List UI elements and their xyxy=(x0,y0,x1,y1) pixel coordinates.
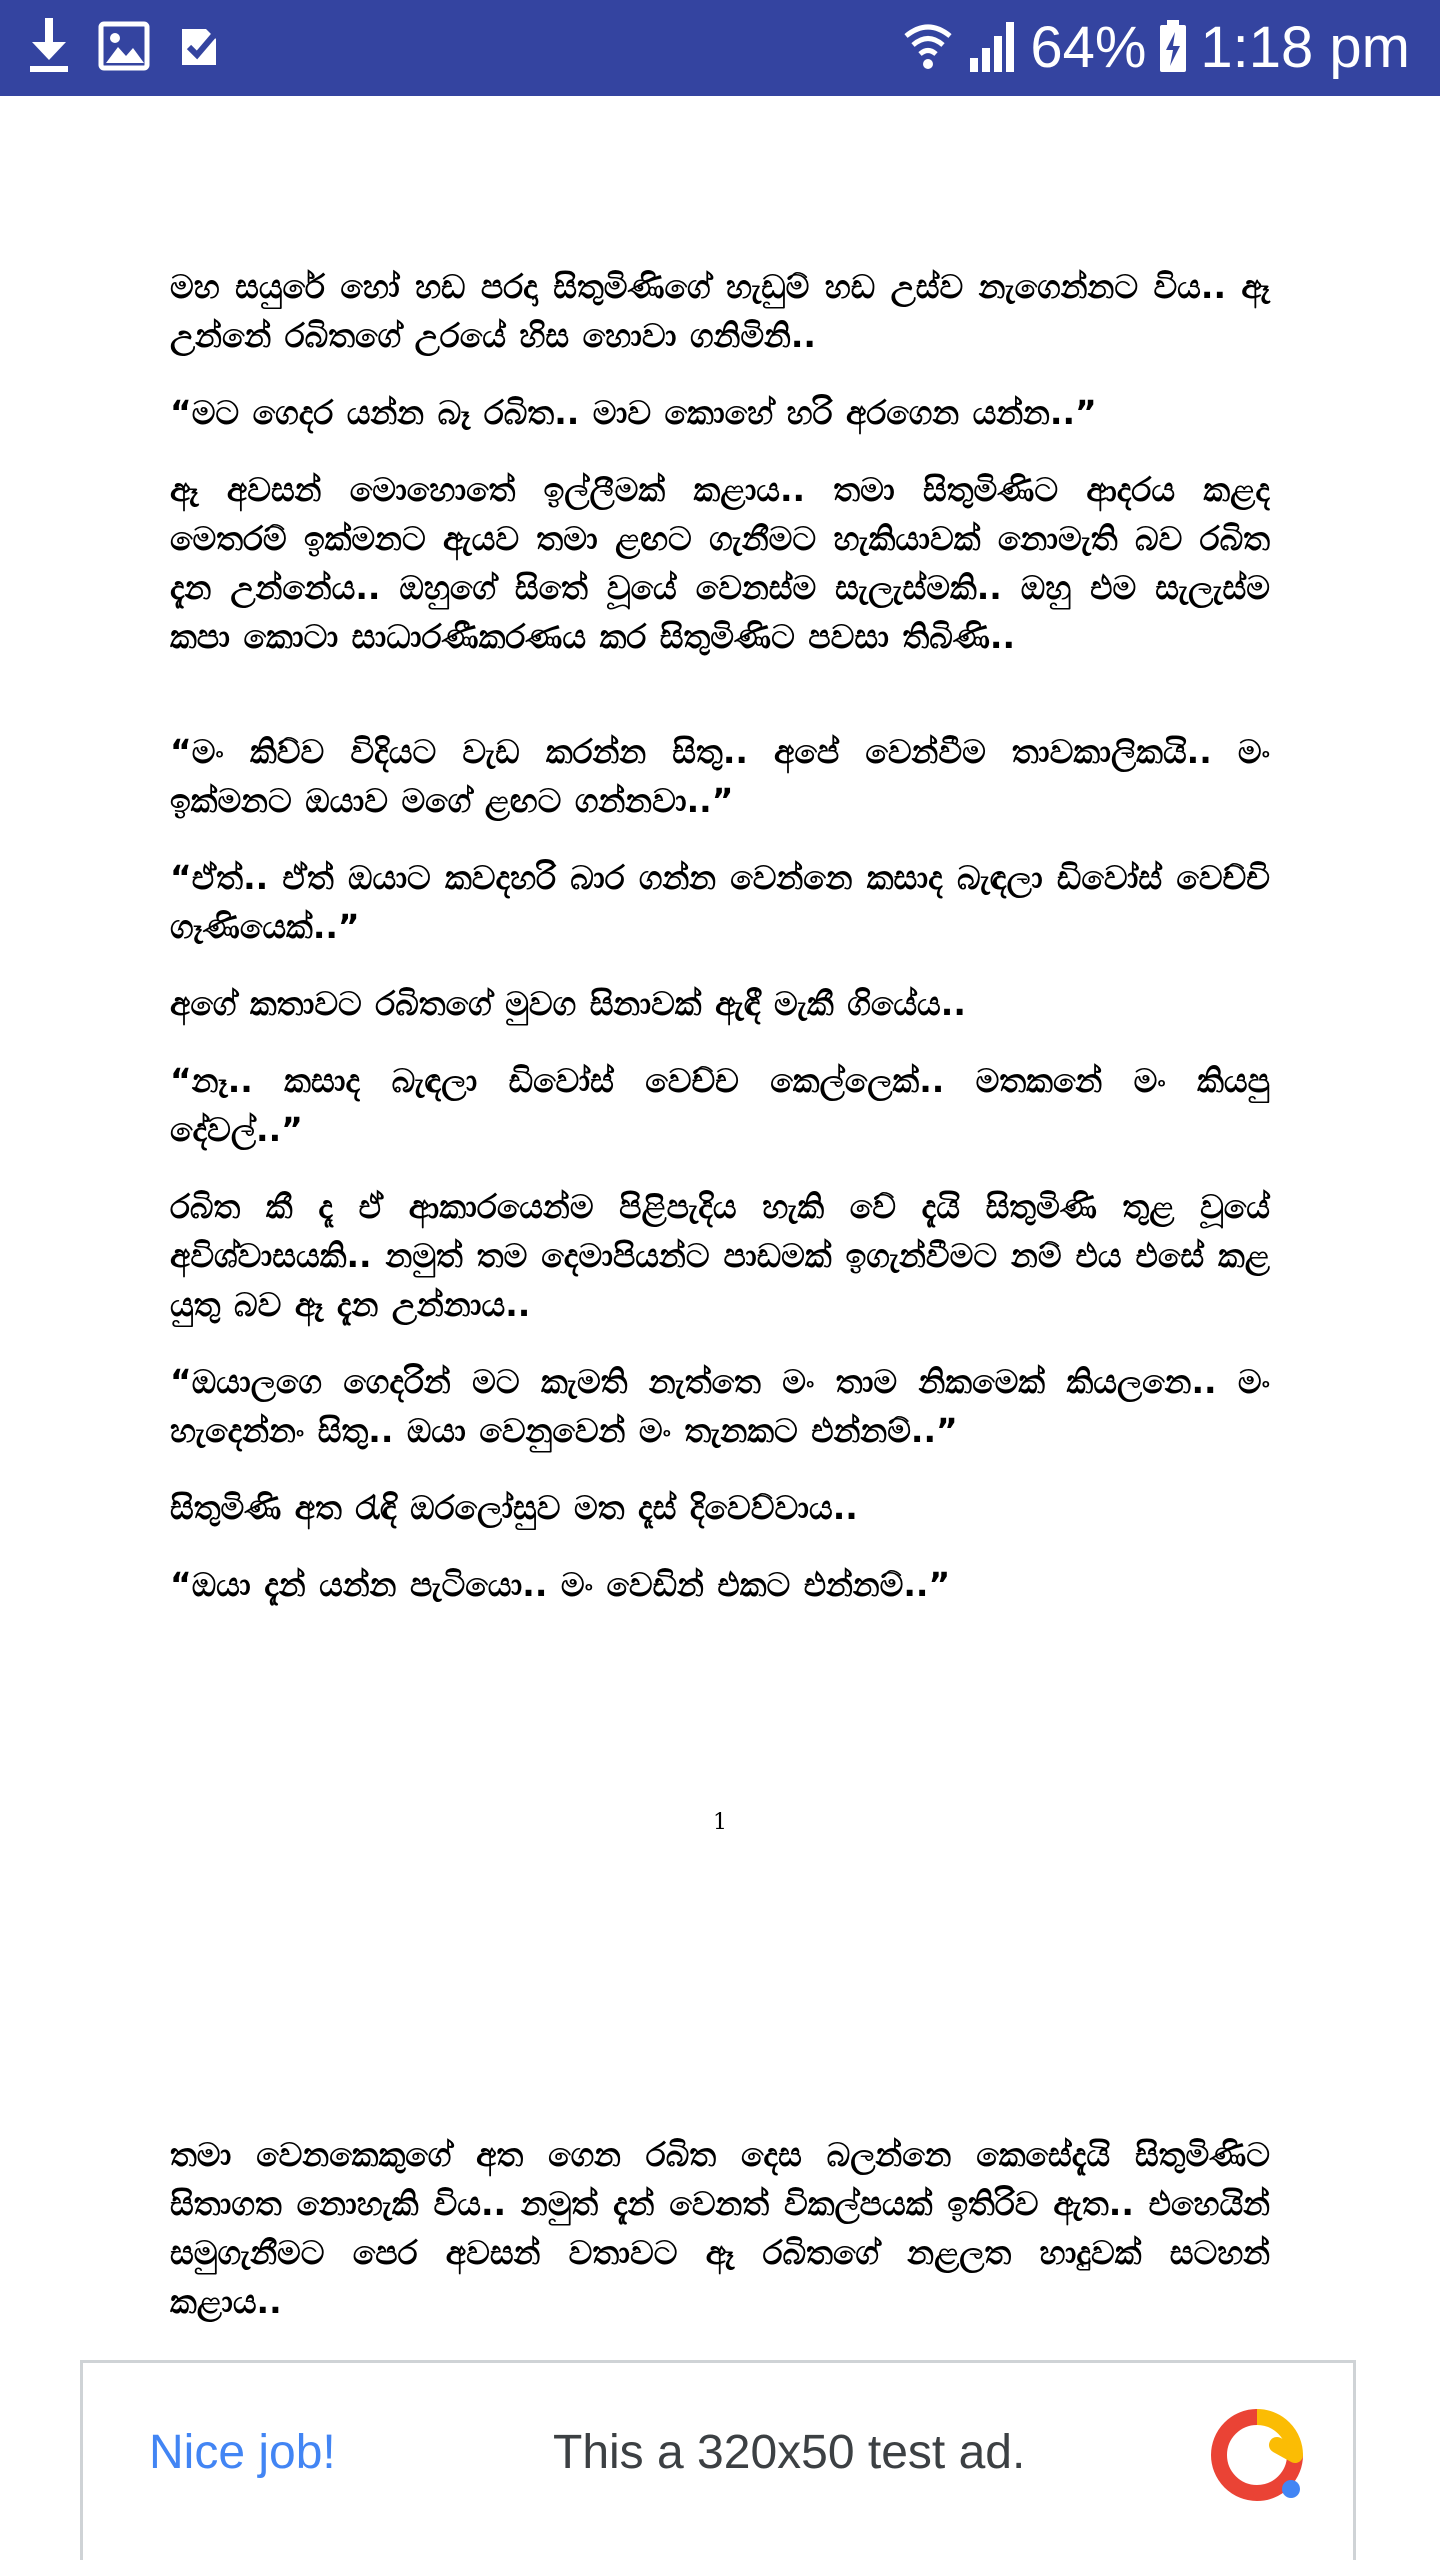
paragraph: තමා වෙනකෙකුගේ අත ගෙන රබිත දෙස බලන්නෙ කෙසේදැයි සිතුමිණිට සිතාගත නොහැකි විය.. නමුත් දැන් වෙනත් විකල්පයක් ඉතිරිව ඇත.. එහෙයින් සමුගැනීමට පෙර අවසන් වතාවට ඈ රබිතගේ නළලත හාදුවක් සටහන් කළාය.. xyxy=(170,2135,1270,2321)
ad-banner[interactable] xyxy=(80,2360,1356,2560)
download-icon xyxy=(26,16,72,80)
paragraph: “ඔයා දැන් යන්න පැටියො.. මං වෙඩින් එකට එන්නම්..” xyxy=(170,1565,951,1604)
paragraph: “මට ගෙදර යන්න බෑ රබිත.. මාව කොහේ හරි අරගෙන යන්න..” xyxy=(170,393,1097,432)
status-bar-notifications xyxy=(26,18,226,78)
paragraph: අගේ කතාවට රබිතගේ මුවග සිනාවක් ඇඳී මැකී ගියේය.. xyxy=(170,984,966,1023)
paragraph: “නෑ.. කසාද බැඳලා ඩිවෝස් වෙච්ච කෙල්ලෙක්.. මතකනේ මං කියපු දේවල්..” xyxy=(170,1061,1270,1149)
battery-charging-icon xyxy=(1158,18,1188,78)
status-bar-system xyxy=(902,10,1410,86)
document-page xyxy=(170,262,1270,1637)
paragraph: “ඔයාලගෙ ගෙදරින් මට කැමති නැත්තෙ මං තාම නිකමෙක් කියලනෙ.. මං හැදෙන්නං සිතු.. ඔයා වෙනුවෙන් මං තැනකට එන්නම්..” xyxy=(170,1362,1270,1450)
wifi-icon xyxy=(902,18,954,78)
paragraph: “මං කිව්ව විදියට වැඩ කරන්න සිතු.. අපේ වෙන්වීම තාවකාලිකයි.. මං ඉක්මනට ඔයාව මගේ ළඟට ගන්නවා..” xyxy=(170,732,1270,820)
document-page-next xyxy=(170,2130,1270,2354)
paragraph: සිතුමිණි අත රැඳි ඔරලෝසුව මත දෑස් දිවෙව්වාය.. xyxy=(170,1488,858,1527)
page-number: 1 xyxy=(713,1810,727,1835)
signal-icon xyxy=(966,18,1018,78)
paragraph: ඈ අවසන් මොහොතේ ඉල්ලීමක් කළාය.. තමා සිතුමිණිට ආදරය කළද මෙතරම් ඉක්මනට ඇයව තමා ළඟට ගැනීමට හැකියාවක් නොමැති බව රබිත දැන උන්නේය.. ඔහුගේ සිතේ වූයේ වෙනස්ම සැලැස්මකි.. ඔහු එම සැලැස්ම කපා කොටා සාධාරණීකරණය කර සිතුමිණිට පවසා තිබිණි.. xyxy=(170,470,1270,656)
paragraph: “ඒත්.. ඒත් ඔයාට කවදහරි බාර ගන්න වෙන්නෙ කසාද බැඳලා ඩිවෝස් වෙච්චි ගෑණියෙක්..” xyxy=(170,858,1270,946)
ad-left-text: Nice job! xyxy=(149,2426,336,2479)
ad-logo-icon xyxy=(1207,2405,1307,2505)
paragraph: රබිත කී දෑ ඒ ආකාරයෙන්ම පිළිපැදිය හැකි වේ දැයි සිතුමිණි තුළ වූයේ අවිශ්වාසයකි.. නමුත් තම දෙමාපියන්ට පාඩමක් ඉගැන්වීමට නම් එය එසේ කළ යුතු බව ඈ දැන උන්නාය.. xyxy=(170,1187,1270,1324)
status-bar xyxy=(0,0,1440,96)
ad-center-text: This a 320x50 test ad. xyxy=(553,2426,1026,2479)
image-icon xyxy=(98,21,150,75)
task-done-icon xyxy=(176,21,226,75)
battery-percentage: 64% xyxy=(1030,15,1147,80)
clock: 1:18 pm xyxy=(1200,15,1410,80)
paragraph: මහ සයුරේ හෝ හඩ පරදා සිතුමිණිගේ හැඩුම් හඩ උස්ව නැගෙන්නට විය.. ඈ උන්නේ රබිතගේ උරයේ හිස හොවා ගනිමිනි.. xyxy=(170,267,1270,355)
